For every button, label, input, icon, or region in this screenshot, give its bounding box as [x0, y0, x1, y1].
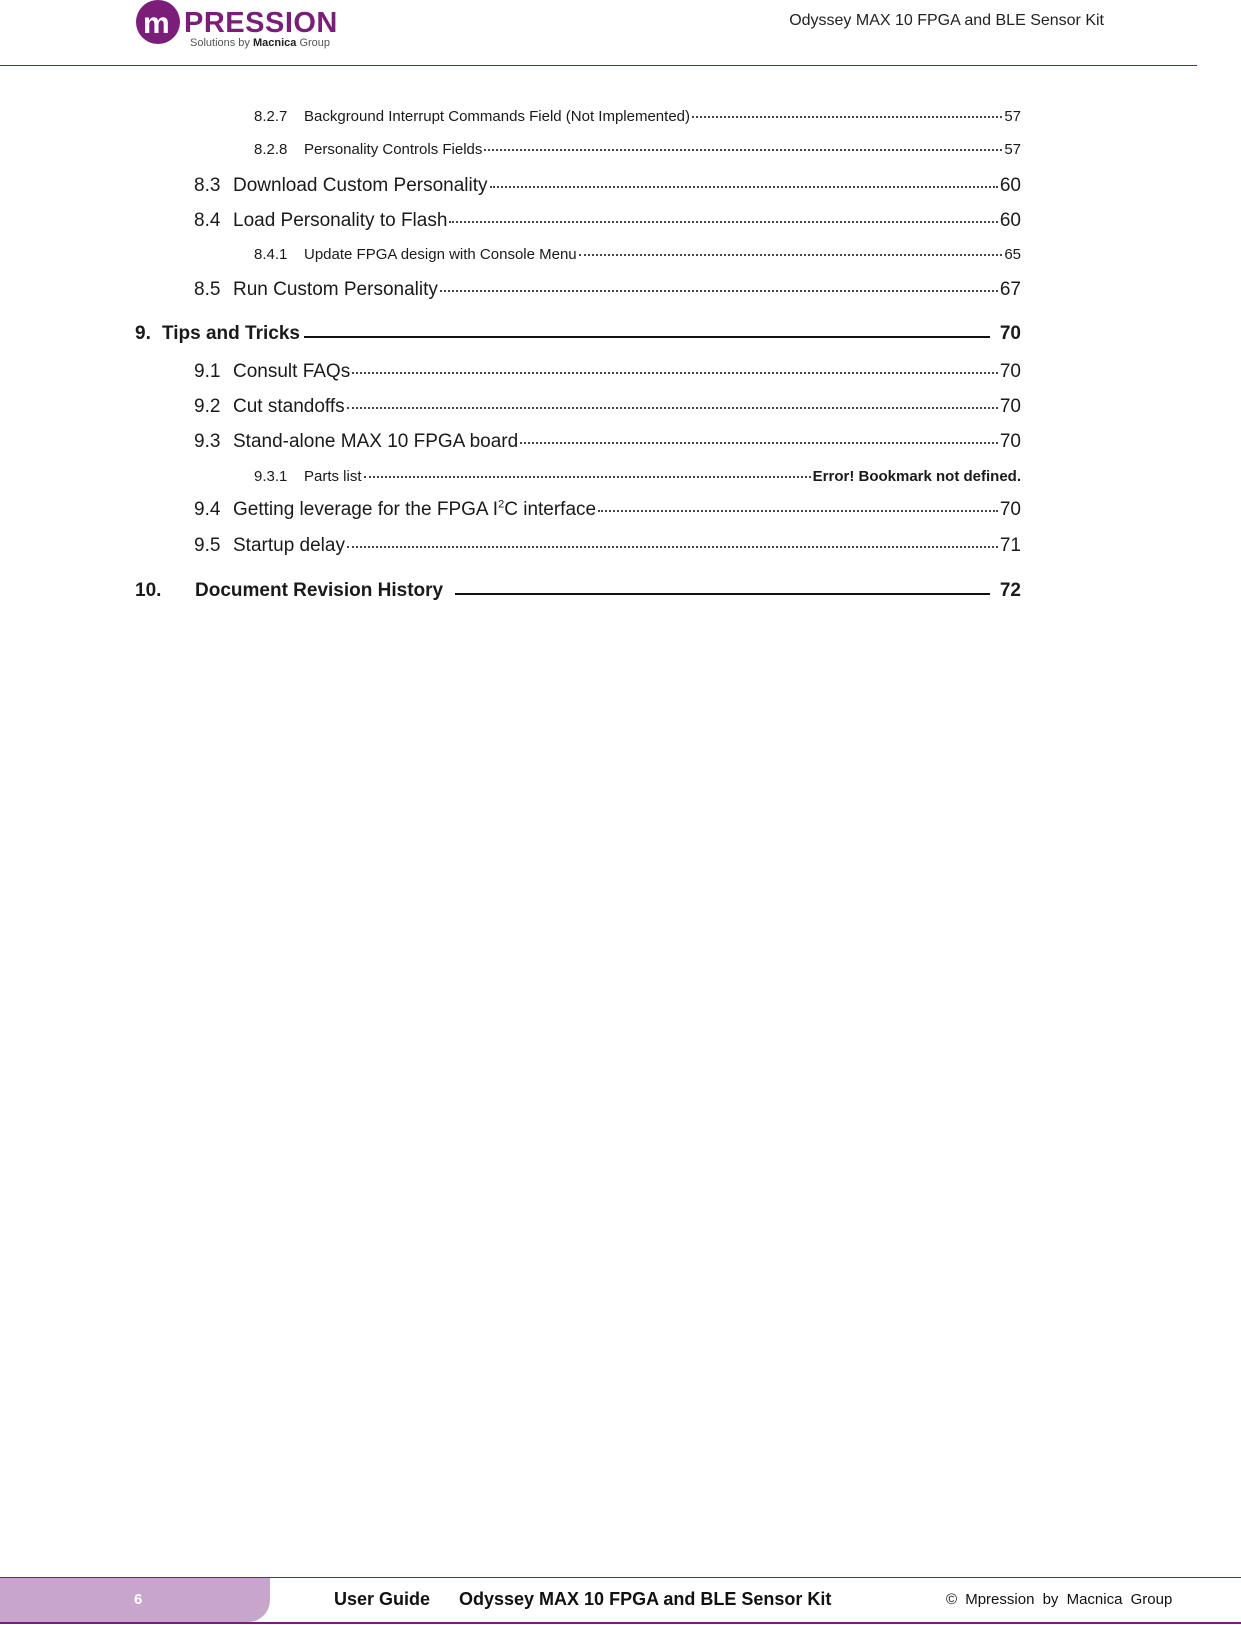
toc-entry-title: Load Personality to Flash [233, 210, 448, 231]
toc-entry-number: 9. [135, 323, 151, 344]
toc-entry-title: Background Interrupt Commands Field (Not Implemented) [304, 108, 691, 125]
toc-entry-title: Cut standoffs [233, 396, 345, 417]
toc-entry-page: 65 [1004, 246, 1021, 263]
toc-entry-number: 8.3 [194, 175, 221, 196]
toc-entry-number: 9.3 [194, 431, 221, 452]
dot-leader [598, 509, 998, 512]
toc-entry-page: 70 [999, 396, 1021, 417]
toc-entry-number: 8.5 [194, 279, 221, 300]
toc-entry-title [233, 499, 596, 521]
toc-entry-title: Consult FAQs [233, 361, 351, 382]
superscript-two: 2 [498, 498, 505, 511]
toc-entry-number: 8.2.7 [254, 108, 288, 125]
toc-entry[interactable] [194, 210, 1021, 232]
toc-entry-number: 9.5 [194, 535, 221, 556]
header-divider [0, 65, 1197, 66]
header-document-title: Odyssey MAX 10 FPGA and BLE Sensor Kit [789, 12, 1104, 29]
toc-entry-page: 70 [999, 361, 1021, 382]
toc-entry-page: 60 [999, 210, 1021, 231]
toc-entry[interactable] [254, 246, 1021, 263]
toc-entry-page: 57 [1004, 141, 1021, 158]
toc-chapter-entry[interactable] [135, 323, 1021, 345]
toc-entry-page: 71 [999, 535, 1021, 556]
footer-guide-label: User Guide [334, 1589, 431, 1609]
dot-leader [352, 371, 998, 374]
toc-entry[interactable] [254, 468, 1021, 485]
toc-chapter-entry[interactable] [135, 580, 1021, 602]
toc-entry[interactable] [194, 499, 1021, 521]
toc-entry[interactable] [194, 279, 1021, 301]
mpression-logo [134, 0, 339, 50]
toc-entry[interactable] [254, 141, 1021, 158]
toc-entry-title: Parts list [304, 468, 362, 485]
toc-entry-page: 70 [999, 431, 1021, 452]
toc-entry-page: 57 [1004, 108, 1021, 125]
toc-entry-page: 70 [999, 323, 1021, 344]
toc-entry[interactable] [194, 361, 1021, 383]
dot-leader [449, 220, 997, 223]
toc-entry-title: Stand-alone MAX 10 FPGA board [233, 431, 519, 452]
toc-entry[interactable] [254, 108, 1021, 125]
rule-leader [455, 592, 990, 595]
toc-entry-title: Personality Controls Fields [304, 141, 483, 158]
dot-leader [347, 545, 998, 548]
toc-entry-title-part: C interface [504, 499, 597, 520]
toc-entry-page: 60 [999, 175, 1021, 196]
toc-entry-title: Document Revision History [195, 580, 444, 601]
dot-leader [364, 475, 811, 478]
toc-entry-title: Startup delay [233, 535, 345, 556]
dot-leader [347, 406, 998, 409]
bookmark-error-text: Error! Bookmark not defined. [812, 468, 1021, 485]
toc-entry-title: Update FPGA design with Console Menu [304, 246, 577, 263]
dot-leader [692, 115, 1002, 118]
toc-entry[interactable] [194, 535, 1021, 557]
dot-leader [520, 441, 998, 444]
svg-text:Solutions by Macnica Group: Solutions by Macnica Group [190, 37, 331, 49]
toc-entry-number: 8.2.8 [254, 141, 288, 158]
dot-leader [579, 253, 1003, 256]
toc-entry-title: Tips and Tricks [162, 323, 300, 344]
toc-entry-number: 9.1 [194, 361, 221, 382]
toc-entry-page: 67 [999, 279, 1021, 300]
toc-entry-number: 9.2 [194, 396, 221, 417]
rule-leader [304, 335, 990, 338]
dot-leader [484, 148, 1002, 151]
toc-entry-title-part: Getting leverage for the FPGA I [233, 499, 499, 520]
svg-text:PRESSION: PRESSION [184, 7, 338, 39]
toc-entry-number: 10. [135, 580, 162, 601]
footer-page-number: 6 [134, 1591, 143, 1608]
toc-entry-number: 8.4 [194, 210, 221, 231]
footer-bottom-rule [0, 1622, 1241, 1624]
svg-text:m: m [143, 7, 170, 40]
dot-leader [440, 289, 998, 292]
toc-entry-page: 72 [999, 580, 1021, 601]
dot-leader [490, 185, 998, 188]
toc-entry-number: 9.4 [194, 499, 221, 520]
toc-entry-number: 9.3.1 [254, 468, 288, 485]
toc-entry-page: 70 [999, 499, 1021, 520]
toc-entry[interactable] [194, 431, 1021, 453]
toc-entry[interactable] [194, 396, 1021, 418]
toc-entry-title: Run Custom Personality [233, 279, 438, 300]
footer-copyright: © Mpression by Macnica Group [946, 1591, 1173, 1608]
toc-entry-title: Download Custom Personality [233, 175, 488, 196]
toc-entry-number: 8.4.1 [254, 246, 288, 263]
footer-kit-name: Odyssey MAX 10 FPGA and BLE Sensor Kit [459, 1589, 832, 1609]
toc-entry[interactable] [194, 175, 1021, 197]
